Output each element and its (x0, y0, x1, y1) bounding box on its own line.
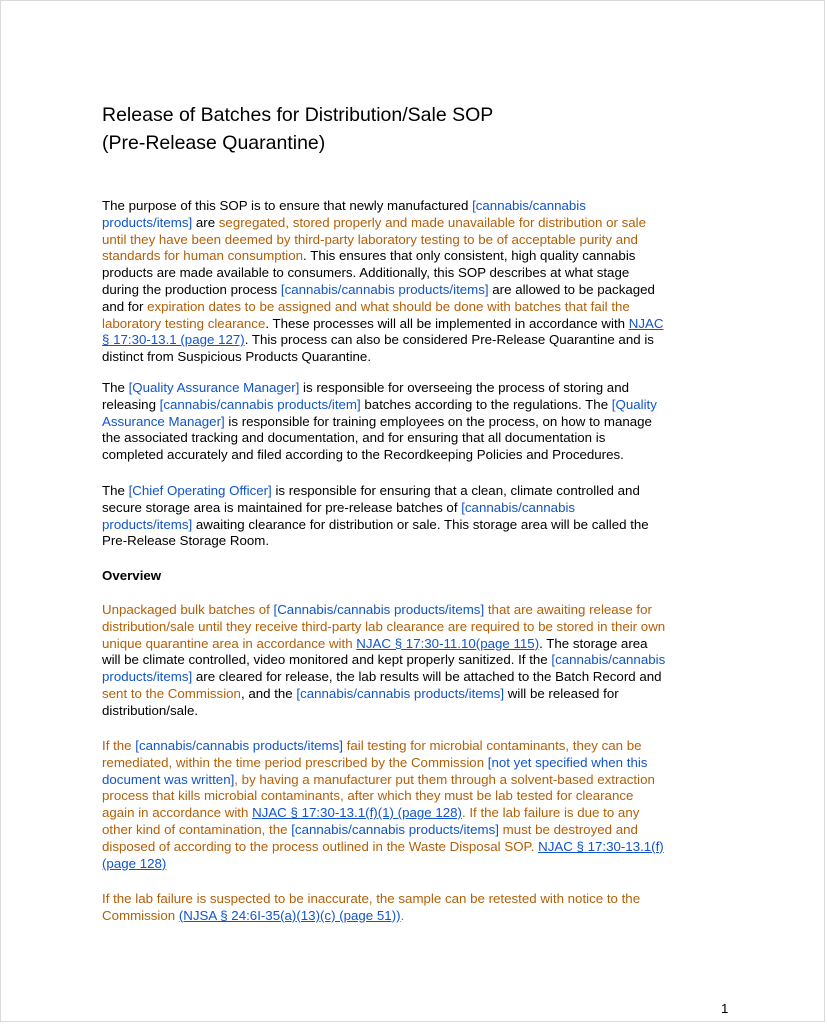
placeholder-text: [cannabis/cannabis products/item] (159, 396, 361, 412)
text-line: process that kills microbial contaminants, after which they must be lab tested for clearance (102, 788, 634, 804)
highlighted-text: . (400, 907, 405, 923)
text-line: distribution/sale. (102, 702, 199, 718)
text-run: . The storage area (539, 635, 648, 651)
text-line (102, 215, 732, 232)
highlighted-text: remediated, within the time period prescribed by the Commission (102, 754, 488, 770)
text-line (102, 316, 732, 333)
title-line-2: (Pre-Release Quarantine) (102, 132, 326, 154)
document-title (102, 101, 722, 157)
njac-link[interactable]: NJAC § 17:30-11.10(page 115) (356, 635, 540, 651)
highlighted-text: Commission (102, 907, 179, 923)
text-line (102, 282, 732, 299)
njsa-link[interactable]: (NJSA § 24:6I-35(a)(13)(c) (page 51)) (178, 907, 401, 923)
highlighted-text: standards for human consumption (102, 248, 304, 264)
purpose-paragraph (102, 198, 732, 366)
highlighted-text: disposed of according to the process outlined in the Waste Disposal SOP. (102, 838, 539, 854)
text-line (102, 483, 732, 500)
njac-link[interactable]: § 17:30-13.1 (page 127) (102, 332, 245, 348)
text-line (102, 686, 732, 703)
njac-link[interactable]: NJAC (628, 315, 664, 331)
responsibility-paragraph (102, 380, 732, 464)
text-run: is responsible for overseeing the process of storing and (299, 380, 629, 395)
placeholder-text: [Chief Operating Officer] (128, 483, 272, 498)
text-line (102, 299, 732, 316)
text-run: is responsible for ensuring that a clean, climate controlled and (271, 483, 640, 498)
page-number: 1 (721, 1001, 729, 1016)
placeholder-text: products/items] (102, 669, 193, 685)
text-line (102, 380, 732, 397)
placeholder-text: [Quality Assurance Manager] (128, 380, 300, 395)
placeholder-text: [cannabis/cannabis products/items] (291, 821, 499, 837)
text-run: secure storage area is maintained for pre-release batches of (102, 499, 462, 515)
text-line: distinct from Suspicious Products Quarantine. (102, 349, 372, 365)
text-line (102, 517, 732, 534)
text-run: . These processes will all be implemented in accordance with (265, 315, 629, 331)
text-run: are allowed to be packaged (488, 281, 655, 297)
text-line (102, 669, 732, 686)
text-run: are (192, 214, 219, 230)
title-line-1: Release of Batches for Distribution/Sale SOP (102, 104, 494, 126)
highlighted-text: Unpackaged bulk batches of (102, 602, 274, 617)
placeholder-text: [Quality (611, 396, 657, 412)
placeholder-text: products/items] (102, 516, 193, 532)
placeholder-text: [not yet specified when this (487, 754, 648, 770)
text-line (102, 652, 732, 669)
highlighted-text: segregated, stored properly and made unavailable for distribution or sale (218, 214, 647, 230)
highlighted-text: If the (102, 738, 136, 753)
text-run: is responsible for training employees on the process, on how to manage (224, 413, 652, 429)
text-line (102, 602, 732, 619)
highlighted-text: , by having a manufacturer put them through a solvent-based extraction (234, 771, 655, 787)
highlighted-text: that are awaiting release for (484, 602, 652, 617)
placeholder-text: Assurance Manager] (102, 413, 225, 429)
overview-paragraph (102, 602, 732, 720)
text-line (102, 856, 732, 873)
placeholder-text: [Cannabis/cannabis products/items] (273, 602, 485, 617)
text-line (102, 908, 732, 925)
text-line (102, 414, 732, 431)
storage-paragraph (102, 483, 732, 550)
text-run: . This ensures that only consistent, high quality cannabis (303, 248, 636, 264)
placeholder-text: [cannabis/cannabis (551, 652, 666, 668)
text-line: products are made available to consumers. Additionally, this SOP describes at what stage (102, 265, 630, 281)
highlighted-text: sent to the Commission (102, 685, 241, 701)
highlighted-text: expiration dates to be assigned and what should be done with batches that fail the (147, 298, 630, 314)
text-line: Pre-Release Storage Room. (102, 533, 270, 549)
highlighted-text: laboratory testing clearance (102, 315, 266, 331)
text-run: batches according to the regulations. The (360, 396, 612, 412)
text-run: awaiting clearance for distribution or sale. This storage area will be called the (192, 516, 649, 532)
text-run: . This process can also be considered Pre-Release Quarantine and is (244, 332, 654, 348)
highlighted-text: must be destroyed and (498, 821, 638, 837)
overview-heading: Overview (102, 568, 162, 583)
placeholder-text: [cannabis/cannabis (472, 198, 586, 213)
text-line (102, 500, 732, 517)
njac-link[interactable]: NJAC § 17:30-13.1(f)(1) (page 128) (252, 805, 462, 821)
text-line (102, 636, 732, 653)
njac-link[interactable]: NJAC § 17:30-13.1(f) (538, 838, 664, 854)
text-run: , and the (240, 685, 297, 701)
text-run: will be climate controlled, video monitored and kept properly sanitized. If the (102, 652, 552, 668)
placeholder-text: [cannabis/cannabis (461, 499, 576, 515)
placeholder-text: [cannabis/cannabis products/items] (280, 281, 489, 297)
text-line (102, 332, 732, 349)
highlighted-text: fail testing for microbial contaminants, they can be (342, 738, 642, 753)
remediation-paragraph (102, 738, 732, 872)
text-line: completed accurately and filed according to the Recordkeeping Policies and Procedures. (102, 447, 624, 463)
text-run: are cleared for release, the lab results will be attached to the Batch Record and (192, 669, 662, 685)
text-line (102, 248, 732, 265)
text-run: The purpose of this SOP is to ensure that newly manufactured (102, 198, 473, 213)
placeholder-text: [cannabis/cannabis products/items] (135, 738, 343, 753)
text-run: releasing (102, 396, 160, 412)
text-line (102, 397, 732, 414)
njac-link[interactable]: (page 128) (102, 855, 167, 871)
text-line (102, 738, 732, 755)
placeholder-text: document was written] (102, 771, 235, 787)
text-run: during the production process (102, 281, 281, 297)
retest-paragraph (102, 891, 732, 925)
text-run: The (102, 483, 129, 498)
placeholder-text: products/items] (102, 214, 193, 230)
text-line: the associated tracking and documentation, and for ensuring that all documentation is (102, 430, 606, 446)
text-line: If the lab failure is suspected to be inaccurate, the sample can be retested with notice to the (102, 891, 641, 906)
highlighted-text: . If the lab failure is due to any (461, 805, 640, 821)
text-line (102, 755, 732, 772)
text-line (102, 772, 732, 789)
text-line: until they have been deemed by third-party laboratory testing to be of acceptable purity and (102, 231, 638, 247)
text-line (102, 198, 732, 215)
placeholder-text: [cannabis/cannabis products/items] (296, 685, 505, 701)
text-run: The (102, 380, 129, 395)
highlighted-text: again in accordance with (102, 805, 253, 821)
text-line (102, 805, 732, 822)
text-line (102, 822, 732, 839)
highlighted-text: unique quarantine area in accordance with (102, 635, 357, 651)
text-run: and for (102, 298, 148, 314)
text-line (102, 839, 732, 856)
text-run: will be released for (504, 685, 619, 701)
highlighted-text: other kind of contamination, the (102, 821, 292, 837)
text-line: distribution/sale until they receive third-party lab clearance are required to be stored in their own (102, 618, 666, 634)
